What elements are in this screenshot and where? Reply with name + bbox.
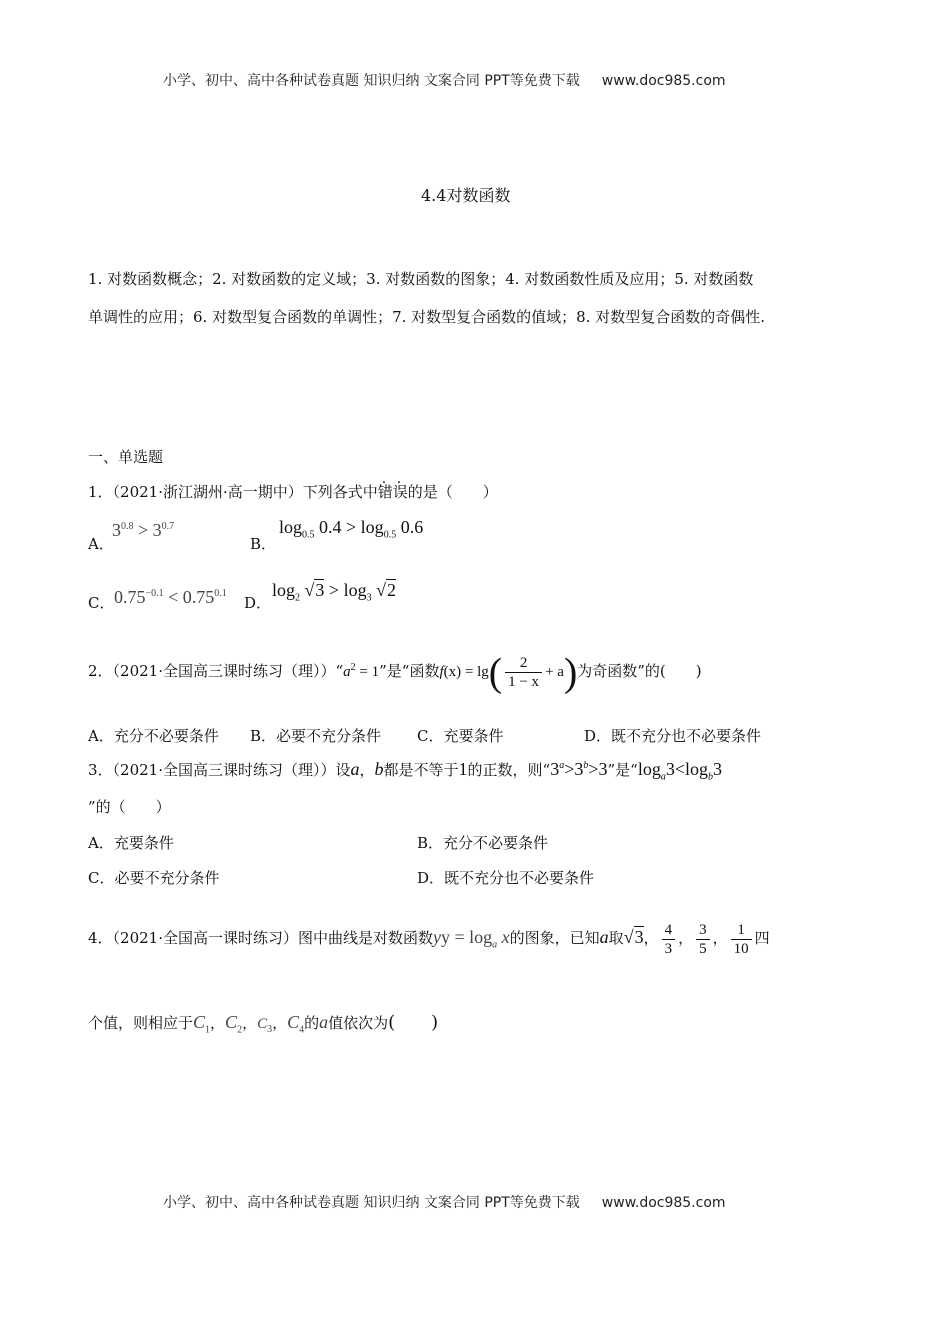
q1-option-d-expr: $\log_2 √3 > \log_3 √2$ [272, 580, 396, 604]
q2-option-d: D．既不充分也不必要条件 [584, 727, 762, 745]
q4-stem-line-2: 个值，则相应于$C_1$，$C_2$，$C_3$，$C_4$的a值依次为( ) [88, 1012, 439, 1036]
q1-option-b-label: B． [250, 535, 277, 553]
footer-text: 小学、初中、高中各种试卷真题 知识归纳 文案合同 PPT等免费下载 [163, 1195, 580, 1211]
q1-stem: 1．（2021·浙江湖州·高一期中）下列各式中错误的是（ ） [88, 483, 498, 501]
section-heading: 一、单选题 [88, 448, 164, 466]
emphasis-mark-1: 错 [377, 483, 393, 501]
page-title: 4.4对数函数 [421, 186, 511, 205]
q2-option-a: A．充分不必要条件 [88, 727, 219, 745]
q3-option-b: B．充分不必要条件 [417, 834, 549, 852]
q4-stem: 4．（2021·全国高一课时练习）图中曲线是对数函数yy = $\log_a x$的图象，已知a取√3， $\frac{4}{3}$ ， $\frac{3}{5}$ ， $\frac{1}{10}$ 四 [88, 921, 770, 957]
overview-line-1: 1. 对数函数概念；2. 对数函数的定义域；3. 对数函数的图象；4. 对数函数性质及应用；5. 对数函数 [88, 270, 754, 288]
q2-stem: 2．（2021·全国高三课时练习（理））“$a^2 = 1$”是“函数f(x) = lg( $\frac{2}{1 - x}$ + a)为奇函数”的( ) [88, 649, 702, 695]
q2-option-b: B．必要不充分条件 [250, 727, 382, 745]
page-footer [163, 1192, 726, 1212]
footer-site[interactable]: www.doc985.com [601, 1195, 726, 1211]
overview-line-2: 单调性的应用；6. 对数型复合函数的单调性；7. 对数型复合函数的值域；8. 对数型复合函数的奇偶性. [88, 308, 766, 326]
q1-option-b-expr: $\log_{0.5} 0.4 > \log_{0.5} 0.6$ [279, 517, 424, 541]
q3-option-a: A．充要条件 [88, 834, 174, 852]
q1-option-a-expr: $3^{0.8} > 3^{0.7}$ [112, 520, 175, 540]
q1-option-a-label: A． [88, 535, 114, 553]
q3-option-d: D．既不充分也不必要条件 [417, 869, 595, 887]
q1-option-c-label: C． [88, 594, 115, 612]
q3-stem: 3．（2021·全国高三课时练习（理））设a，b都是不等于1的正数，则“$3^a>3^b>3$”是“$\log_a3<\log_b3$ [88, 759, 723, 783]
q2-option-c: C．充要条件 [417, 727, 504, 745]
header-text: 小学、初中、高中各种试卷真题 知识归纳 文案合同 PPT等免费下载 [163, 73, 580, 89]
q3-option-c: C．必要不充分条件 [88, 869, 220, 887]
q3-stem-line-2: ”的（ ） [88, 798, 171, 816]
q1-option-d-label: D． [244, 594, 272, 612]
page-header [163, 70, 726, 90]
q1-option-c-expr: $0.75^{-0.1} < 0.75^{0.1}$ [114, 587, 227, 607]
header-site[interactable]: www.doc985.com [601, 73, 726, 89]
emphasis-mark-2: 误 [392, 483, 408, 501]
